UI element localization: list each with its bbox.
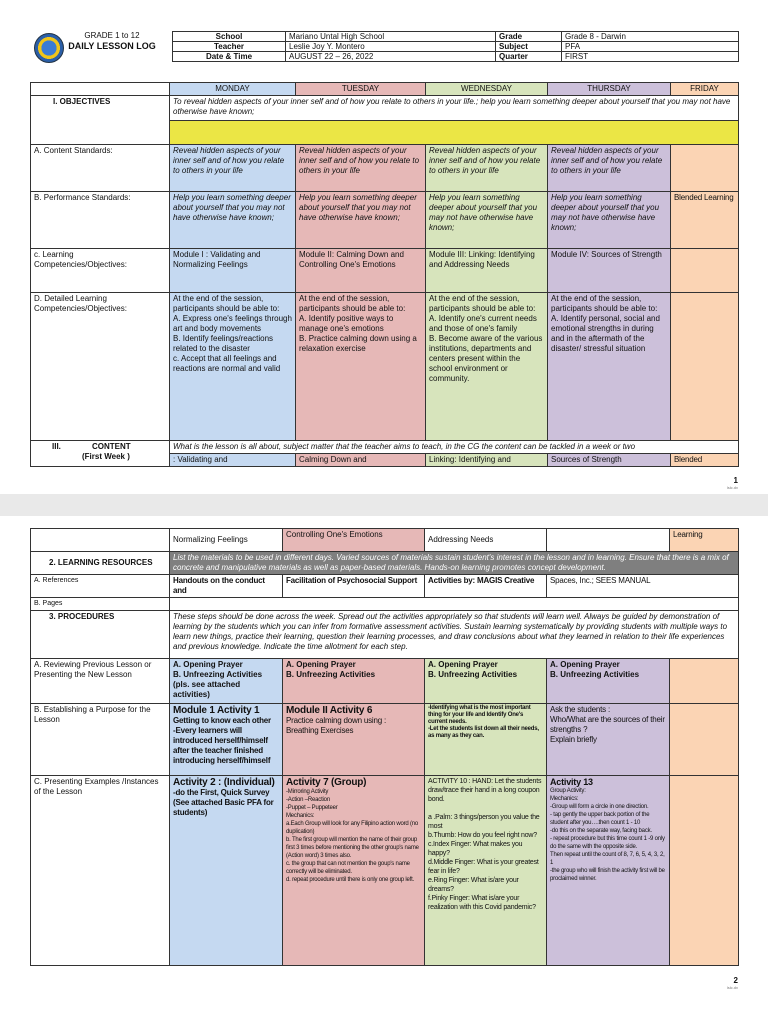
establishing-wed: -Identifying what is the most important thing for your life and Identify One's current needs. -Let the students list down all their needs, as many as they can.	[425, 704, 547, 776]
page-1-number-text: 1	[733, 476, 738, 485]
content-label-num: III.	[52, 442, 61, 451]
content-standards-mon: Reveal hidden aspects of your inner self and of how you relate to others in your life	[170, 145, 296, 192]
objectives-note: To reveal hidden aspects of your inner self and of how you relate to others in your life.; help you learn something deeper about yourself that you may not have otherwise have known;	[170, 96, 739, 121]
reviewing-wed: A. Opening Prayer B. Unfreezing Activities	[425, 659, 547, 704]
detailed-label: D. Detailed Learning Competencies/Objectives:	[31, 293, 170, 441]
page-1-tag: lslc.dv	[726, 485, 738, 490]
establishing-label: B. Establishing a Purpose for the Lesson	[31, 704, 170, 776]
detailed-mon: At the end of the session, participants should be able to: A. Express one's feelings through art and body movements B. Identify feelings/reactions related to the disaster c. Accept that all feelings and reactions are normal and valid	[170, 293, 296, 441]
content-cont-fri: Learning	[670, 529, 739, 552]
day-monday: MONDAY	[170, 83, 296, 96]
content-tue: Calming Down and	[296, 454, 426, 467]
competencies-thu: Module IV: Sources of Strength	[548, 249, 671, 293]
competencies-tue: Module II: Calming Down and Controlling One's Emotions	[296, 249, 426, 293]
establishing-mon-cell	[170, 704, 283, 776]
page-2-number	[727, 976, 738, 990]
page-1-number	[727, 476, 738, 490]
content-standards-tue: Reveal hidden aspects of your inner self and of how you relate to others in your life	[296, 145, 426, 192]
page-2-number-text: 2	[733, 976, 738, 985]
content-label-cell	[31, 441, 170, 467]
presenting-mon: -do the First, Quick Survey (See attached Basic PFA for students)	[173, 788, 274, 817]
log-title: DAILY LESSON LOG	[68, 41, 156, 51]
performance-standards-thu: Help you learn something deeper about yourself that you may not have otherwise have known;	[548, 192, 671, 249]
content-cont-tue: Controlling One's Emotions	[283, 529, 425, 552]
establishing-tue-cell	[283, 704, 425, 776]
content-standards-label: A. Content Standards:	[31, 145, 170, 192]
quarter-label: Quarter	[496, 52, 562, 62]
teacher-label: Teacher	[173, 42, 286, 52]
content-thu: Sources of Strength	[548, 454, 671, 467]
establishing-mon: Getting to know each other -Every learners will introduced herself/himself after the teacher finished introducing herself/himself	[173, 716, 271, 765]
references-mon: Handouts on the conduct and	[170, 575, 283, 598]
presenting-thu: Group Activity: Mechanics: -Group will form a circle in one direction. - tap gently the upper back portion of the student after you….then count 1 - 10 -do this on the separate way, facing back. - repeat procedure but this time count 1 -9 only do the same with the opposite side. Then repeat until the count of 8, 7, 6, 5, 4, 3, 2, 1 -the group who will finish the activity first will be proclaimed winner.	[550, 788, 665, 882]
grade-label: Grade	[496, 32, 562, 42]
lesson-table-page-1	[30, 82, 739, 467]
content-label-week: (First Week )	[82, 452, 130, 461]
grade-value: Grade 8 - Darwin	[562, 32, 739, 42]
log-title-block	[62, 31, 162, 52]
date-label: Date & Time	[173, 52, 286, 62]
procedures-note: These steps should be done across the week. Spread out the activities appropriately so that students will learn well. Always be guided by demonstration of learning by the students which you can infer from formative assessment activities. Sustain learning systematically by providing students with multiple ways to learn new things, practice their learning, question their learning processes, and draw conclusions about what they learned in relation to their life experiences and previous knowledge. Indicate the time allotment for each step.	[170, 611, 739, 659]
performance-standards-fri: Blended Learning	[671, 192, 739, 249]
school-value: Mariano Untal High School	[286, 32, 496, 42]
reviewing-label: A. Reviewing Previous Lesson or Presenting the New Lesson	[31, 659, 170, 704]
resources-note: List the materials to be used in different days. Varied sources of materials sustain student's interest in the lesson and in learning. Ensure that there is a mix of concrete and manipulative materials as well as paper-based materials. Hands-on learning promotes concept development.	[170, 552, 739, 575]
content-standards-wed: Reveal hidden aspects of your inner self and of how you relate to others in your life	[426, 145, 548, 192]
content-label: CONTENT	[92, 442, 131, 451]
deped-seal-icon	[34, 33, 64, 63]
day-friday: FRIDAY	[671, 83, 739, 96]
procedures-label: 3. PROCEDURES	[31, 611, 170, 659]
objectives-highlight-bar	[170, 121, 739, 145]
subject-value: PFA	[562, 42, 739, 52]
references-thu: Spaces, Inc.; SEES MANUAL	[547, 575, 739, 598]
references-tue: Facilitation of Psychosocial Support	[283, 575, 425, 598]
day-thursday: THURSDAY	[548, 83, 671, 96]
objectives-label: I. OBJECTIVES	[31, 96, 170, 145]
resources-label: 2. LEARNING RESOURCES	[31, 552, 170, 575]
references-label: A. References	[31, 575, 170, 598]
page-2	[0, 494, 768, 1024]
presenting-tue-cell	[283, 776, 425, 966]
teacher-value: Leslie Joy Y. Montero	[286, 42, 496, 52]
grade-range: GRADE 1 to 12	[84, 31, 140, 40]
detailed-thu: At the end of the session, participants should be able to: A. Identify personal, social and emotional strengths in during and in the aftermath of the disaster/ stressful situation	[548, 293, 671, 441]
pages-label: B. Pages	[31, 598, 170, 611]
school-label: School	[173, 32, 286, 42]
presenting-mon-cell	[170, 776, 283, 966]
presenting-thu-title: Activity 13	[550, 777, 593, 787]
page-2-tag: lslc.dv	[726, 985, 738, 990]
presenting-tue-title: Activity 7 (Group)	[286, 777, 367, 788]
presenting-thu-cell	[547, 776, 670, 966]
content-cont-mon: Normalizing Feelings	[170, 529, 283, 552]
performance-standards-label: B. Performance Standards:	[31, 192, 170, 249]
reviewing-tue: A. Opening Prayer B. Unfreezing Activities	[283, 659, 425, 704]
content-cont-wed: Addressing Needs	[425, 529, 547, 552]
detailed-wed: At the end of the session, participants should be able to: A. Identify one's current needs and those of one's family B. Become aware of the various institutions, departments and centers present within the school environment or community.	[426, 293, 548, 441]
establishing-tue-title: Module II Activity 6	[286, 705, 373, 716]
reviewing-thu: A. Opening Prayer B. Unfreezing Activities	[547, 659, 670, 704]
performance-standards-tue: Help you learn something deeper about yourself that you may not have otherwise have known;	[296, 192, 426, 249]
quarter-value: FIRST	[562, 52, 739, 62]
presenting-label: C. Presenting Examples /Instances of the Lesson	[31, 776, 170, 966]
establishing-tue: Practice calming down using : Breathing Exercises	[286, 716, 387, 735]
reviewing-mon: A. Opening Prayer B. Unfreezing Activities (pls. see attached activities)	[170, 659, 283, 704]
performance-standards-mon: Help you learn something deeper about yourself that you may not have otherwise have known;	[170, 192, 296, 249]
content-fri: Blended	[671, 454, 739, 467]
content-standards-thu: Reveal hidden aspects of your inner self and of how you relate to others in your life	[548, 145, 671, 192]
content-note: What is the lesson is all about, subject matter that the teacher aims to teach, in the CG the content can be tackled in a week or two	[170, 441, 739, 454]
competencies-wed: Module III: Linking: Identifying and Addressing Needs	[426, 249, 548, 293]
performance-standards-wed: Help you learn something deeper about yourself that you may not have otherwise have known;	[426, 192, 548, 249]
establishing-thu: Ask the students : Who/What are the sources of their strengths ? Explain briefly	[547, 704, 670, 776]
lesson-table-page-2	[30, 528, 739, 966]
content-wed: Linking: Identifying and	[426, 454, 548, 467]
competencies-label: c. Learning Competencies/Objectives:	[31, 249, 170, 293]
day-wednesday: WEDNESDAY	[426, 83, 548, 96]
subject-label: Subject	[496, 42, 562, 52]
content-mon: : Validating and	[170, 454, 296, 467]
competencies-mon: Module I : Validating and Normalizing Feelings	[170, 249, 296, 293]
detailed-tue: At the end of the session, participants should be able to: A. Identify positive ways to manage one's emotions B. Practice calming down using a relaxation exercise	[296, 293, 426, 441]
presenting-tue: -Mirroring Activity -Action –Reaction -Puppet – Puppeteer Mechanics: a.Each Group will look for any Filipino action word (no duplication) b. The first group will mention the name of their group first 3 times before mentioning the other group's name (Action word) 3 times also. c. the group that can not mention the goup's name correctly will be eliminated. d. repeat procedure until there is only one group left.	[286, 789, 419, 883]
presenting-mon-title: Activity 2 : (Individual)	[173, 777, 275, 788]
day-tuesday: TUESDAY	[296, 83, 426, 96]
pages-cell	[170, 598, 739, 611]
page-1	[0, 0, 768, 494]
date-value: AUGUST 22 – 26, 2022	[286, 52, 496, 62]
presenting-wed: ACTIVITY 10 : HAND: Let the students draw/trace their hand in a long coupon bond. a .Palm: 3 things/person you value the most b.Thumb: How do you feel right now? c.Index Finger: What makes you happy? d.Middle Finger: What is your greatest fear in life? e.Ring Finger: What is/are your dreams? f.Pinky Finger: What is/are your realization with this Covid pandemic?	[425, 776, 547, 966]
references-wed: Activities by: MAGIS Creative	[425, 575, 547, 598]
establishing-mon-title: Module 1 Activity 1	[173, 705, 260, 716]
header-table	[172, 31, 739, 62]
